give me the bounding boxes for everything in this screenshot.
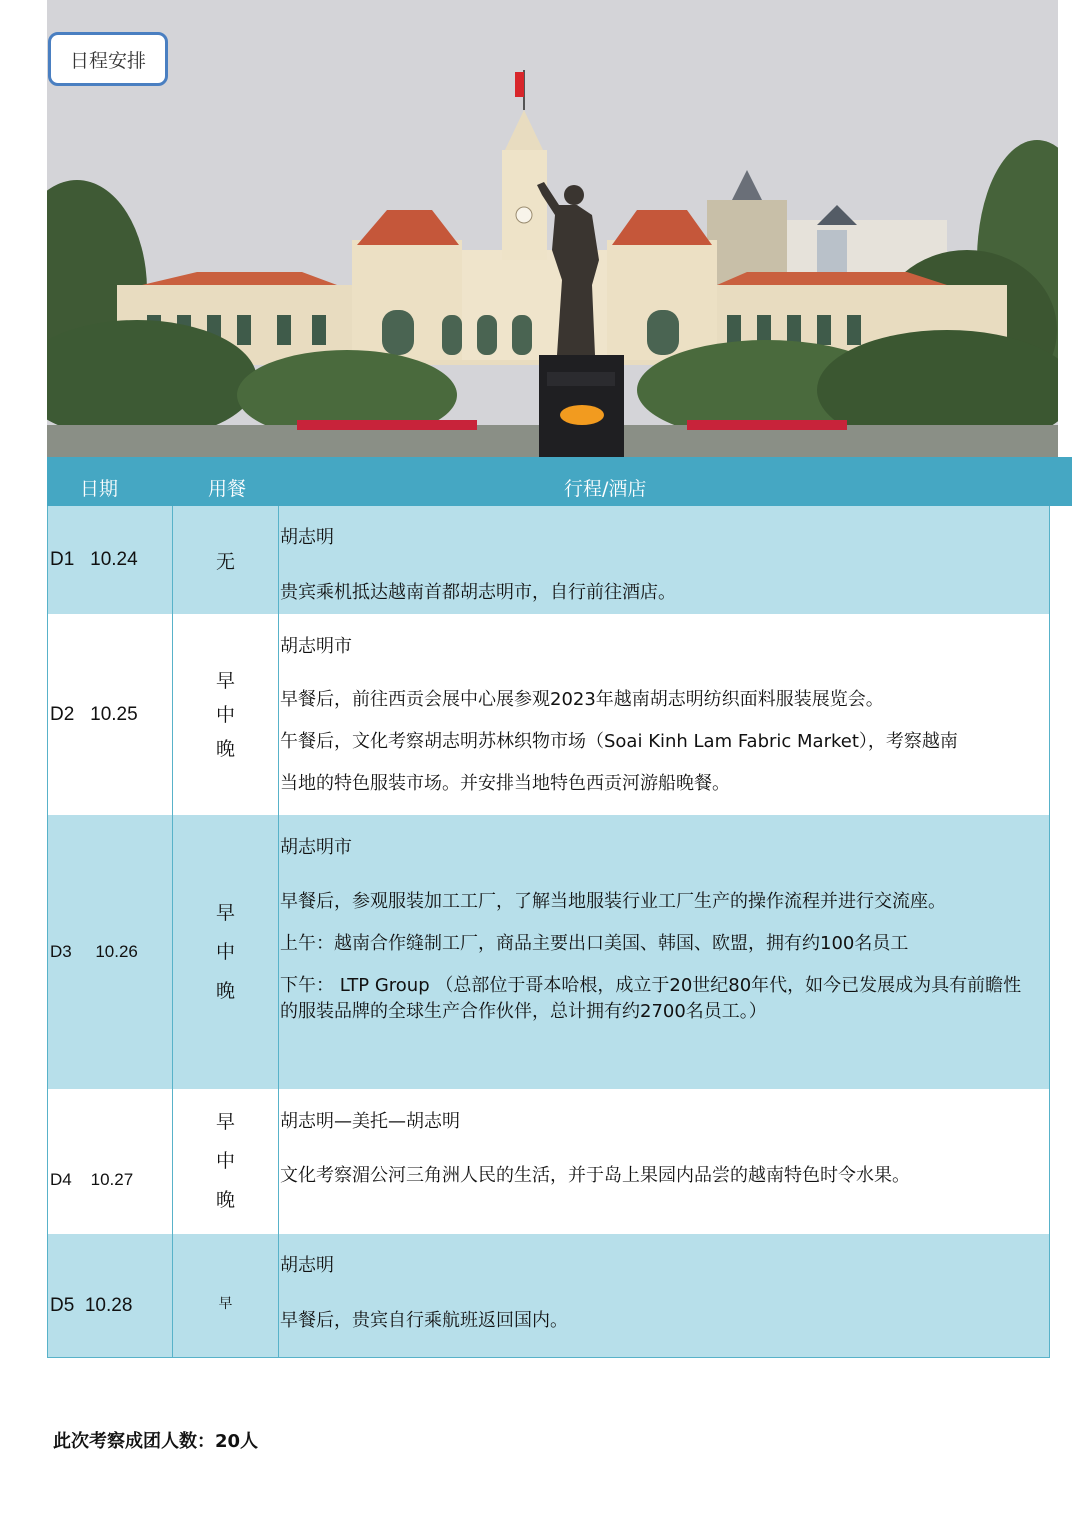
- header-date: 日期: [80, 478, 119, 500]
- header-photo: [47, 0, 1058, 457]
- route-city: 胡志明—美托—胡志明: [280, 1111, 460, 1132]
- header-meal: 用餐: [208, 478, 247, 500]
- route-city: 胡志明市: [280, 636, 352, 657]
- table-row: [47, 1234, 1050, 1358]
- meal-item: 无: [215, 550, 235, 573]
- route-line: 当地的特色服装市场。并安排当地特色西贡河游船晚餐。: [280, 773, 730, 794]
- route-line: 文化考察湄公河三角洲人民的生活，并于岛上果园内品尝的越南特色时令水果。: [280, 1165, 910, 1186]
- route-line: 早餐后，前往西贡会展中心展参观2023年越南胡志明纺织面料服装展览会。: [280, 689, 884, 710]
- meal-item: 晚: [215, 979, 235, 1002]
- meal-item: 晚: [215, 737, 235, 760]
- row-date: D3 10.26: [48, 815, 173, 1089]
- header-route: 行程/酒店: [564, 478, 647, 500]
- route-line: 早餐后，参观服装加工工厂，了解当地服装行业工厂生产的操作流程并进行交流座。: [280, 891, 946, 912]
- meal-item: 早: [218, 1295, 233, 1312]
- schedule-badge: 日程安排: [48, 32, 168, 86]
- route-city: 胡志明: [280, 1255, 334, 1276]
- row-meals: [173, 506, 279, 614]
- route-line: 贵宾乘机抵达越南首都胡志明市，自行前往酒店。: [280, 582, 676, 603]
- route-line: 下午： LTP Group （总部位于哥本哈根，成立于20世纪80年代，如今已发展成为具有前瞻性的服装品牌的全球生产合作伙伴，总计拥有约2700名员工。）: [280, 975, 1022, 1022]
- table-header: [47, 457, 1072, 506]
- row-date: D5 10.28: [48, 1234, 173, 1357]
- meal-item: 中: [215, 703, 235, 726]
- row-meals: [173, 1089, 279, 1234]
- row-date: D4 10.27: [48, 1089, 173, 1234]
- table-row: [47, 1089, 1050, 1235]
- row-route: [279, 815, 1049, 1089]
- city-hall-illustration: [47, 0, 1058, 457]
- route-line: 上午：越南合作缝制工厂，商品主要出口美国、韩国、欧盟，拥有约100名员工: [280, 933, 909, 954]
- route-line: 午餐后，文化考察胡志明苏林织物市场（Soai Kinh Lam Fabric Market），考察越南: [280, 731, 958, 752]
- group-size-note: 此次考察成团人数：20人: [53, 1431, 259, 1452]
- row-route: [279, 1234, 1049, 1357]
- meal-item: 早: [215, 901, 235, 924]
- meal-item: 早: [215, 669, 235, 692]
- row-route: [279, 1089, 1049, 1234]
- meal-item: 中: [215, 1150, 235, 1172]
- row-route: [279, 614, 1049, 815]
- table-row: [47, 815, 1050, 1090]
- table-row: [47, 506, 1050, 615]
- row-date: D2 10.25: [48, 614, 173, 815]
- route-city: 胡志明市: [280, 837, 352, 858]
- row-route: [279, 506, 1049, 614]
- row-date: D1 10.24: [48, 506, 173, 614]
- meal-item: 晚: [215, 1189, 235, 1211]
- row-meals: [173, 614, 279, 815]
- route-line: 早餐后，贵宾自行乘航班返回国内。: [280, 1310, 568, 1331]
- row-meals: [173, 1234, 279, 1357]
- route-city: 胡志明: [280, 527, 334, 548]
- row-meals: [173, 815, 279, 1089]
- meal-item: 中: [215, 940, 235, 963]
- table-row: [47, 614, 1050, 816]
- meal-item: 早: [215, 1111, 235, 1133]
